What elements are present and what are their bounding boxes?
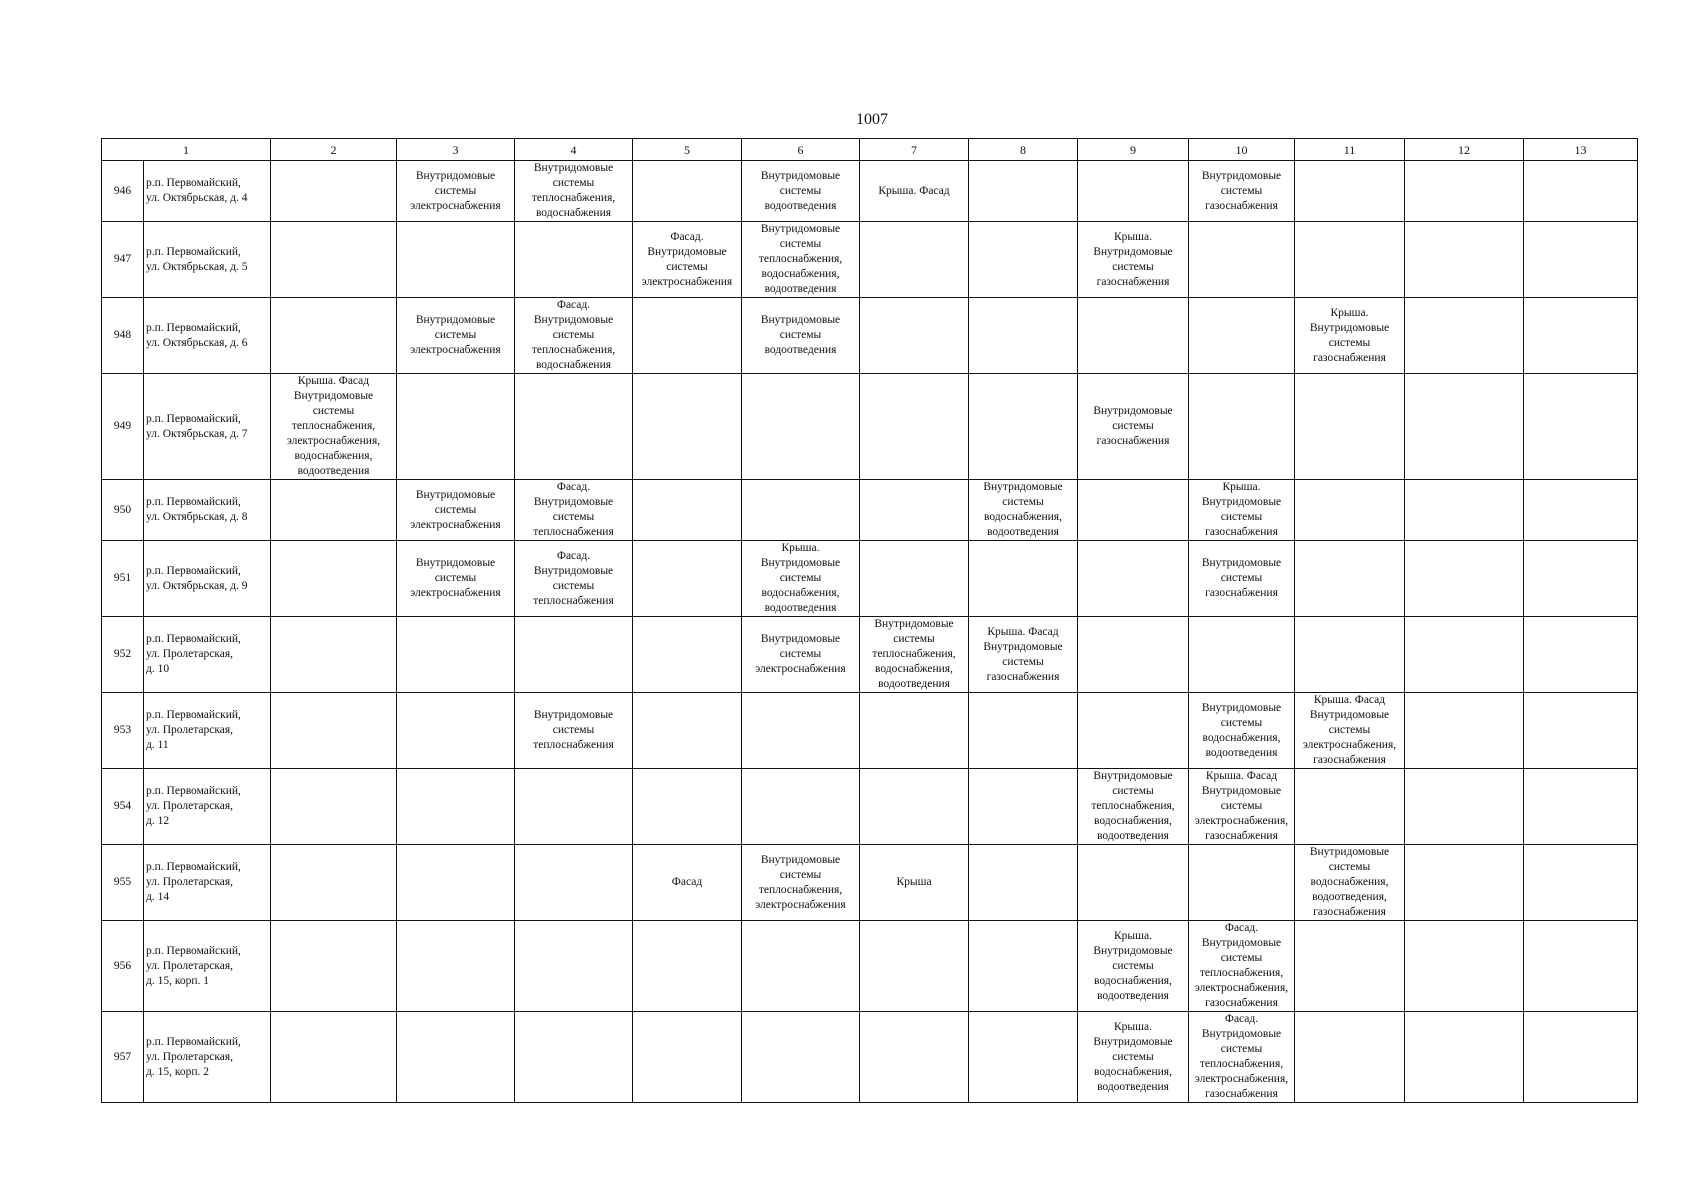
work-cell-col-6 [742, 480, 860, 541]
column-header: 13 [1524, 139, 1638, 161]
column-header: 2 [271, 139, 397, 161]
address-text: р.п. Первомайский, ул. Октябрьская, д. 8 [146, 496, 248, 523]
work-cell-col-9 [1078, 617, 1189, 693]
work-cell-col-12 [1405, 693, 1524, 769]
work-cell-col-6 [742, 541, 860, 617]
work-cell-col-4 [515, 161, 633, 222]
work-cell-col-7 [860, 921, 969, 1012]
header-row [102, 139, 1638, 161]
work-text: Внутридомовые системы водоснабжения, водоотведения [983, 481, 1063, 538]
work-cell-col-9 [1078, 222, 1189, 298]
table-row [102, 921, 1638, 1012]
work-cell-col-11 [1295, 693, 1405, 769]
address-cell [144, 1012, 271, 1103]
work-cell-col-13 [1524, 161, 1638, 222]
work-cell-col-6 [742, 374, 860, 480]
table-row [102, 845, 1638, 921]
work-cell-col-8 [969, 617, 1078, 693]
address-text: р.п. Первомайский, ул. Октябрьская, д. 7 [146, 412, 248, 440]
work-cell-col-11 [1295, 541, 1405, 617]
work-cell-col-11 [1295, 617, 1405, 693]
row-number: 948 [102, 298, 144, 374]
work-cell-col-12 [1405, 845, 1524, 921]
work-cell-col-12 [1405, 1012, 1524, 1103]
work-cell-col-5 [633, 480, 742, 541]
work-cell-col-6 [742, 1012, 860, 1103]
address-cell [144, 541, 271, 617]
work-cell-col-2 [271, 921, 397, 1012]
work-cell-col-12 [1405, 769, 1524, 845]
work-cell-col-4 [515, 480, 633, 541]
work-cell-col-4 [515, 617, 633, 693]
table-row [102, 161, 1638, 222]
work-cell-col-8 [969, 845, 1078, 921]
work-cell-col-4 [515, 769, 633, 845]
work-cell-col-7 [860, 617, 969, 693]
work-cell-col-13 [1524, 374, 1638, 480]
work-cell-col-6 [742, 921, 860, 1012]
work-cell-col-11 [1295, 222, 1405, 298]
column-header: 12 [1405, 139, 1524, 161]
work-cell-col-8 [969, 374, 1078, 480]
work-cell-col-9 [1078, 921, 1189, 1012]
column-header: 8 [969, 139, 1078, 161]
work-cell-col-5 [633, 541, 742, 617]
row-number: 955 [102, 845, 144, 921]
work-cell-col-11 [1295, 161, 1405, 222]
work-text: Внутридомовые системы теплоснабжения, водоснабжения, водоотведения [758, 223, 843, 295]
work-cell-col-13 [1524, 921, 1638, 1012]
row-number: 954 [102, 769, 144, 845]
work-cell-col-6 [742, 693, 860, 769]
table-row [102, 298, 1638, 374]
work-cell-col-10 [1189, 374, 1295, 480]
work-cell-col-10 [1189, 1012, 1295, 1103]
work-cell-col-9 [1078, 845, 1189, 921]
work-cell-col-10 [1189, 161, 1295, 222]
work-text: Внутридомовые системы теплоснабжения [533, 709, 614, 751]
work-cell-col-3 [397, 845, 515, 921]
column-header: 4 [515, 139, 633, 161]
work-text: Крыша. Фасад Внутридомовые системы электроснабжения, газоснабжения [1194, 770, 1289, 842]
work-cell-col-5 [633, 298, 742, 374]
address-cell [144, 374, 271, 480]
work-cell-col-10 [1189, 921, 1295, 1012]
work-text: Внутридомовые системы теплоснабжения, электроснабжения [755, 853, 846, 911]
work-cell-col-3 [397, 161, 515, 222]
work-text: Фасад. Внутридомовые системы теплоснабжения [533, 481, 614, 538]
work-cell-col-11 [1295, 374, 1405, 480]
work-cell-col-7 [860, 222, 969, 298]
work-cell-col-5 [633, 1012, 742, 1103]
work-cell-col-2 [271, 617, 397, 693]
work-text: Внутридомовые системы водоотведения [760, 169, 841, 212]
work-cell-col-11 [1295, 1012, 1405, 1103]
work-cell-col-8 [969, 693, 1078, 769]
row-number: 949 [102, 374, 144, 480]
work-cell-col-2 [271, 845, 397, 921]
work-cell-col-10 [1189, 541, 1295, 617]
work-cell-col-3 [397, 222, 515, 298]
work-cell-col-13 [1524, 222, 1638, 298]
address-cell [144, 617, 271, 693]
work-cell-col-8 [969, 541, 1078, 617]
work-cell-col-6 [742, 222, 860, 298]
work-cell-col-13 [1524, 1012, 1638, 1103]
column-header: 1 [102, 139, 271, 161]
work-cell-col-13 [1524, 541, 1638, 617]
table-row [102, 1012, 1638, 1103]
work-text: Крыша. Внутридомовые системы водоснабжения, водоотведения [760, 542, 841, 614]
work-text: Крыша. Фасад Внутридомовые системы газоснабжения [983, 625, 1063, 683]
address-cell [144, 222, 271, 298]
work-cell-col-8 [969, 222, 1078, 298]
address-cell [144, 693, 271, 769]
work-cell-col-3 [397, 693, 515, 769]
work-cell-col-13 [1524, 845, 1638, 921]
work-cell-col-9 [1078, 298, 1189, 374]
work-cell-col-10 [1189, 222, 1295, 298]
work-text: Внутридомовые системы электроснабжения [755, 633, 846, 675]
work-text: Внутридомовые системы водоснабжения, водоотведения [1201, 701, 1282, 759]
table-row [102, 617, 1638, 693]
work-cell-col-8 [969, 161, 1078, 222]
work-cell-col-9 [1078, 693, 1189, 769]
column-header: 7 [860, 139, 969, 161]
work-cell-col-3 [397, 541, 515, 617]
address-cell [144, 769, 271, 845]
work-cell-col-2 [271, 222, 397, 298]
row-number: 951 [102, 541, 144, 617]
work-cell-col-2 [271, 480, 397, 541]
address-text: р.п. Первомайский, ул. Октябрьская, д. 6 [146, 321, 248, 349]
work-cell-col-11 [1295, 921, 1405, 1012]
work-cell-col-7 [860, 161, 969, 222]
work-text: Внутридомовые системы теплоснабжения, водоснабжения, водоотведения [872, 618, 956, 690]
work-cell-col-7 [860, 693, 969, 769]
column-header: 11 [1295, 139, 1405, 161]
work-cell-col-7 [860, 845, 969, 921]
work-cell-col-9 [1078, 161, 1189, 222]
work-cell-col-11 [1295, 480, 1405, 541]
work-cell-col-13 [1524, 480, 1638, 541]
work-cell-col-3 [397, 1012, 515, 1103]
work-cell-col-5 [633, 161, 742, 222]
row-number: 956 [102, 921, 144, 1012]
table-row [102, 222, 1638, 298]
address-text: р.п. Первомайский, ул. Пролетарская, д. 11 [146, 709, 241, 751]
work-text: Внутридомовые системы электроснабжения [410, 169, 501, 212]
work-cell-col-2 [271, 693, 397, 769]
work-text: Крыша. Внутридомовые системы газоснабжения [1201, 481, 1282, 538]
address-text: р.п. Первомайский, ул. Октябрьская, д. 5 [146, 245, 248, 273]
work-text: Внутридомовые системы электроснабжения [410, 314, 501, 356]
work-cell-col-8 [969, 480, 1078, 541]
work-cell-col-4 [515, 541, 633, 617]
work-text: Фасад [671, 876, 703, 888]
work-text: Крыша. Фасад Внутридомовые системы теплоснабжения, электроснабжения, водоснабжения, водоотведения [286, 375, 381, 477]
work-text: Внутридомовые системы газоснабжения [1093, 405, 1173, 447]
work-cell-col-3 [397, 617, 515, 693]
work-cell-col-3 [397, 298, 515, 374]
work-text: Фасад. Внутридомовые системы электроснабжения [641, 230, 733, 288]
work-text: Крыша. Фасад Внутридомовые системы электроснабжения, газоснабжения [1302, 694, 1397, 766]
work-cell-col-9 [1078, 1012, 1189, 1103]
work-text: Внутридомовые системы газоснабжения [1201, 169, 1282, 212]
work-cell-col-12 [1405, 298, 1524, 374]
work-text: Фасад. Внутридомовые системы теплоснабжения, водоснабжения [531, 299, 616, 371]
column-header: 10 [1189, 139, 1295, 161]
work-text: Крыша. Фасад [878, 184, 950, 197]
work-cell-col-7 [860, 480, 969, 541]
work-cell-col-5 [633, 693, 742, 769]
work-cell-col-2 [271, 374, 397, 480]
work-cell-col-12 [1405, 617, 1524, 693]
work-cell-col-5 [633, 845, 742, 921]
work-text: Крыша. Внутридомовые системы газоснабжения [1309, 306, 1390, 364]
work-cell-col-7 [860, 769, 969, 845]
work-cell-col-4 [515, 222, 633, 298]
work-cell-col-8 [969, 298, 1078, 374]
work-cell-col-2 [271, 298, 397, 374]
work-cell-col-3 [397, 921, 515, 1012]
work-cell-col-5 [633, 222, 742, 298]
address-cell [144, 921, 271, 1012]
row-number: 957 [102, 1012, 144, 1103]
row-number: 946 [102, 161, 144, 222]
page-number: 1007 [856, 111, 888, 128]
address-text: р.п. Первомайский, ул. Октябрьская, д. 9 [146, 564, 248, 592]
row-number: 953 [102, 693, 144, 769]
work-cell-col-11 [1295, 769, 1405, 845]
work-cell-col-4 [515, 845, 633, 921]
work-text: Крыша. Внутридомовые системы водоснабжения, водоотведения [1093, 929, 1173, 1002]
work-text: Внутридомовые системы водоотведения [760, 314, 841, 356]
work-cell-col-6 [742, 769, 860, 845]
work-cell-col-9 [1078, 480, 1189, 541]
work-cell-col-10 [1189, 693, 1295, 769]
work-cell-col-12 [1405, 374, 1524, 480]
work-cell-col-13 [1524, 769, 1638, 845]
work-cell-col-6 [742, 161, 860, 222]
work-text: Фасад. Внутридомовые системы теплоснабжения, электроснабжения, газоснабжения [1194, 1013, 1289, 1100]
address-cell [144, 298, 271, 374]
work-cell-col-2 [271, 161, 397, 222]
address-text: р.п. Первомайский, ул. Пролетарская, д. 14 [146, 861, 241, 903]
works-schedule-table [101, 138, 1638, 1103]
work-cell-col-13 [1524, 617, 1638, 693]
row-number: 947 [102, 222, 144, 298]
work-cell-col-12 [1405, 161, 1524, 222]
work-text: Фасад. Внутридомовые системы теплоснабжения [533, 549, 614, 607]
work-cell-col-9 [1078, 769, 1189, 845]
row-number: 950 [102, 480, 144, 541]
work-text: Внутридомовые системы водоснабжения, водоотведения, газоснабжения [1309, 846, 1390, 918]
work-cell-col-8 [969, 921, 1078, 1012]
work-cell-col-8 [969, 1012, 1078, 1103]
work-cell-col-5 [633, 617, 742, 693]
address-cell [144, 845, 271, 921]
work-cell-col-5 [633, 374, 742, 480]
address-cell [144, 161, 271, 222]
table-row [102, 541, 1638, 617]
work-cell-col-10 [1189, 298, 1295, 374]
column-header: 6 [742, 139, 860, 161]
work-text: Крыша. Внутридомовые системы газоснабжения [1093, 230, 1173, 288]
work-cell-col-12 [1405, 921, 1524, 1012]
address-text: р.п. Первомайский, ул. Пролетарская, д. 12 [146, 785, 241, 827]
work-cell-col-6 [742, 617, 860, 693]
work-cell-col-4 [515, 921, 633, 1012]
work-cell-col-13 [1524, 298, 1638, 374]
work-text: Внутридомовые системы газоснабжения [1201, 557, 1282, 599]
work-cell-col-2 [271, 1012, 397, 1103]
work-cell-col-5 [633, 921, 742, 1012]
work-cell-col-4 [515, 374, 633, 480]
work-cell-col-9 [1078, 541, 1189, 617]
work-cell-col-4 [515, 693, 633, 769]
work-cell-col-11 [1295, 845, 1405, 921]
work-text: Фасад. Внутридомовые системы теплоснабжения, электроснабжения, газоснабжения [1194, 922, 1289, 1009]
column-header: 3 [397, 139, 515, 161]
table-row [102, 693, 1638, 769]
work-cell-col-7 [860, 298, 969, 374]
work-cell-col-3 [397, 374, 515, 480]
address-text: р.п. Первомайский, ул. Пролетарская, д. 10 [146, 633, 241, 675]
work-cell-col-7 [860, 374, 969, 480]
work-cell-col-13 [1524, 693, 1638, 769]
work-cell-col-10 [1189, 845, 1295, 921]
table-row [102, 374, 1638, 480]
work-cell-col-11 [1295, 298, 1405, 374]
column-header: 5 [633, 139, 742, 161]
address-cell [144, 480, 271, 541]
work-cell-col-7 [860, 1012, 969, 1103]
work-cell-col-10 [1189, 617, 1295, 693]
work-cell-col-12 [1405, 222, 1524, 298]
work-text: Крыша. Внутридомовые системы водоснабжения, водоотведения [1093, 1020, 1173, 1093]
work-cell-col-12 [1405, 541, 1524, 617]
table-row [102, 769, 1638, 845]
work-text: Внутридомовые системы электроснабжения [410, 557, 501, 599]
work-cell-col-12 [1405, 480, 1524, 541]
work-cell-col-4 [515, 1012, 633, 1103]
work-cell-col-3 [397, 480, 515, 541]
work-cell-col-7 [860, 541, 969, 617]
work-text: Крыша [896, 876, 932, 888]
column-header: 9 [1078, 139, 1189, 161]
work-cell-col-9 [1078, 374, 1189, 480]
work-cell-col-8 [969, 769, 1078, 845]
address-text: р.п. Первомайский, ул. Пролетарская, д. 15, корп. 1 [146, 944, 241, 987]
work-text: Внутридомовые системы теплоснабжения, водоснабжения, водоотведения [1091, 770, 1175, 842]
work-cell-col-6 [742, 845, 860, 921]
work-cell-col-2 [271, 541, 397, 617]
work-cell-col-5 [633, 769, 742, 845]
work-text: Внутридомовые системы электроснабжения [410, 488, 501, 531]
address-text: р.п. Первомайский, ул. Октябрьская, д. 4 [146, 177, 248, 204]
work-cell-col-10 [1189, 769, 1295, 845]
work-cell-col-4 [515, 298, 633, 374]
work-cell-col-10 [1189, 480, 1295, 541]
table-row [102, 480, 1638, 541]
work-cell-col-6 [742, 298, 860, 374]
work-cell-col-3 [397, 769, 515, 845]
work-text: Внутридомовые системы теплоснабжения, водоснабжения [531, 162, 616, 219]
row-number: 952 [102, 617, 144, 693]
address-text: р.п. Первомайский, ул. Пролетарская, д. 15, корп. 2 [146, 1035, 241, 1078]
work-cell-col-2 [271, 769, 397, 845]
